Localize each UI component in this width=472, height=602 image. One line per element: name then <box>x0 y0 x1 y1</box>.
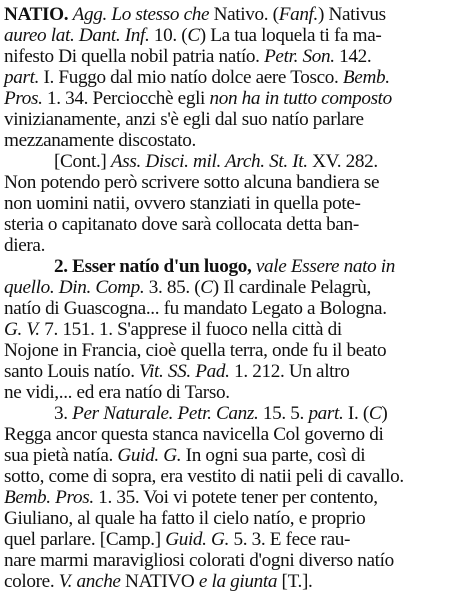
line-content <box>4 277 469 298</box>
text-i: Din. Comp. <box>58 277 145 298</box>
text-line <box>4 319 469 340</box>
line-content <box>4 340 469 361</box>
line-content <box>4 109 469 130</box>
text-run: 1. 34. Perciocchè egli <box>42 88 210 109</box>
text-run: ne vidi,... ed era natío di Tarso. <box>4 382 230 403</box>
text-line <box>4 340 469 361</box>
line-content <box>4 550 469 571</box>
line-content <box>4 487 469 508</box>
text-i: Vit. SS. Pad. <box>139 361 230 382</box>
text-run: 15. 5. <box>258 403 309 424</box>
text-i: C <box>200 277 213 298</box>
text-line <box>4 235 469 256</box>
text-i: vale Essere nato in <box>255 256 396 277</box>
line-content <box>4 571 469 592</box>
line-content <box>4 46 469 67</box>
text-line <box>4 508 469 529</box>
text-i: Bemb. <box>342 67 390 88</box>
text-run: steria o capitanato dove sarà collocata detta ban- <box>4 214 359 235</box>
text-i: C <box>368 403 382 424</box>
text-b: NATIO. <box>4 4 69 25</box>
text-run: Giuliano, al quale ha fatto il cielo natío, e proprio <box>4 508 366 529</box>
text-i: Guid. G. <box>165 529 230 550</box>
text-i: V. anche <box>58 571 121 592</box>
text-run: 7. 151. 1. S'apprese il fuoco nella città di <box>39 319 342 340</box>
text-run: vinizianamente, anzi s'è egli dal suo natío parlare <box>4 109 364 130</box>
text-run: XV. 282. <box>307 151 378 172</box>
line-content <box>4 298 469 319</box>
text-run: 142. <box>334 46 372 67</box>
text-i: e la giunta <box>198 571 278 592</box>
line-content <box>4 25 469 46</box>
text-run: [Cont.] <box>54 151 111 172</box>
line-content <box>4 67 469 88</box>
text-run: quel parlare. [Camp.] <box>4 529 166 550</box>
text-run: colore. <box>4 571 59 592</box>
line-content <box>54 403 469 424</box>
text-line <box>4 424 469 445</box>
text-line <box>4 445 469 466</box>
text-i: part. <box>4 67 40 88</box>
text-run: sua pietà natía. <box>4 445 118 466</box>
text-run: 1. 212. Un altro <box>229 361 350 382</box>
text-i: quello. <box>4 277 55 298</box>
text-i: Petr. Son. <box>264 46 335 67</box>
line-content <box>4 172 469 193</box>
text-i: Ass. Disci. mil. Arch. St. It. <box>110 151 308 172</box>
text-line <box>4 25 469 46</box>
line-content <box>4 445 469 466</box>
text-line <box>4 298 469 319</box>
text-run: ) La tua loquela ti fa ma- <box>199 25 382 46</box>
text-run: nare marmi maravigliosi colorati d'ogni diverso natío <box>4 550 394 571</box>
line-content <box>4 424 469 445</box>
text-line <box>4 571 469 592</box>
text-run: mezzanamente discostato. <box>4 130 196 151</box>
text-run: N <box>120 571 139 592</box>
text-run: Non potendo però scrivere sotto alcuna bandiera se <box>4 172 380 193</box>
text-line <box>4 466 469 487</box>
text-i: Bemb. Pros. <box>4 487 94 508</box>
text-run: 10. ( <box>149 25 188 46</box>
text-i: Fanf. <box>278 4 318 25</box>
text-line <box>4 214 469 235</box>
text-line <box>4 550 469 571</box>
text-i: Pros. <box>4 88 43 109</box>
text-run: In ogni sua parte, così di <box>181 445 366 466</box>
text-run: ) Il cardinale Pelagrù, <box>212 277 371 298</box>
line-content <box>4 4 469 25</box>
text-b: 2. Esser natío d'un luogo, <box>54 256 252 277</box>
line-content <box>4 193 469 214</box>
text-run: I. ( <box>343 403 369 424</box>
text-run: 3. 85. ( <box>144 277 201 298</box>
line-content <box>4 235 469 256</box>
text-run: ) Nativus <box>318 4 386 25</box>
text-run: non uomini natii, ovvero stanziati in quella pote- <box>4 193 361 214</box>
text-run: ) <box>381 403 388 424</box>
text-line <box>4 361 469 382</box>
line-content <box>4 529 469 550</box>
text-run: santo Louis natío. <box>4 361 140 382</box>
text-run: 3. <box>54 403 73 424</box>
text-run: nifesto Di quella nobil patria natío. <box>4 46 265 67</box>
text-run: [T.]. <box>277 571 313 592</box>
text-i: Guid. G. <box>117 445 182 466</box>
text-i: Lo stesso che <box>111 4 210 25</box>
text-line <box>4 67 469 88</box>
text-i: Dant. Inf. <box>78 25 150 46</box>
text-run: 5. 3. E fece rau- <box>229 529 351 550</box>
text-line <box>4 109 469 130</box>
line-content <box>4 88 469 109</box>
text-i: Agg. <box>72 4 107 25</box>
text-run: diera. <box>4 235 46 256</box>
line-content <box>4 382 469 403</box>
text-line <box>4 172 469 193</box>
text-line <box>4 46 469 67</box>
text-sc: ATIVO <box>138 571 195 592</box>
text-line <box>4 382 469 403</box>
line-content <box>4 361 469 382</box>
line-content <box>54 151 469 172</box>
text-run: I. Fuggo dal mio natío dolce aere Tosco. <box>39 67 343 88</box>
text-i: G. V. <box>4 319 40 340</box>
text-run: 1. 35. Voi vi potete tener per contento, <box>93 487 378 508</box>
text-i: aureo lat. <box>4 25 75 46</box>
text-line <box>4 88 469 109</box>
text-line <box>4 487 469 508</box>
text-line <box>4 256 469 277</box>
text-i: part. <box>308 403 344 424</box>
text-line <box>4 193 469 214</box>
text-i: C <box>187 25 200 46</box>
text-line <box>4 151 469 172</box>
line-content <box>54 256 469 277</box>
text-line <box>4 4 469 25</box>
text-run: natío di Guascogna... fu mandato Legato a Bologna. <box>4 298 387 319</box>
text-line <box>4 130 469 151</box>
text-i: non ha in tutto composto <box>209 88 392 109</box>
line-content <box>4 508 469 529</box>
line-content <box>4 466 469 487</box>
text-line <box>4 403 469 424</box>
text-line <box>4 529 469 550</box>
text-run: Regga ancor questa stanca navicella Col governo di <box>4 424 384 445</box>
text-run: Nojone in Francia, cioè quella terra, onde fu il beato <box>4 340 387 361</box>
text-run: Nativo. ( <box>209 4 279 25</box>
line-content <box>4 214 469 235</box>
text-line <box>4 277 469 298</box>
line-content <box>4 319 469 340</box>
line-content <box>4 130 469 151</box>
text-i: Per Naturale. Petr. Canz. <box>72 403 259 424</box>
text-run: sotto, come di sopra, era vestito di natii peli di cavallo. <box>4 466 404 487</box>
